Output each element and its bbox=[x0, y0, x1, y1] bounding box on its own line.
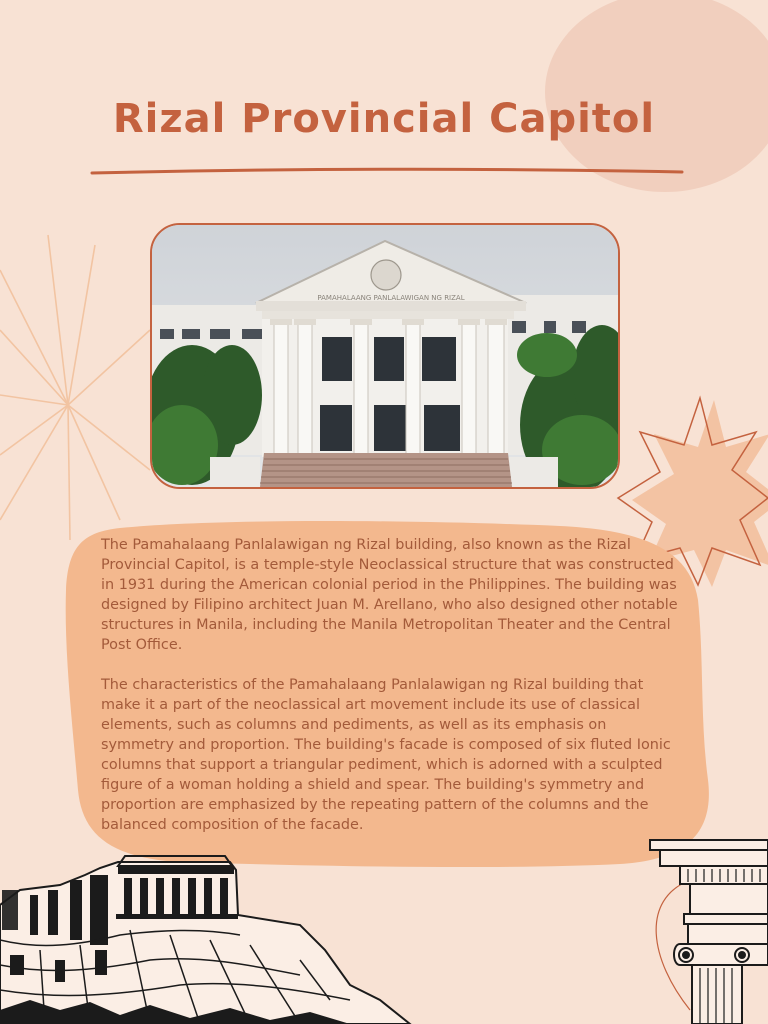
capitol-building-image bbox=[152, 225, 618, 487]
sunburst-line-icon bbox=[0, 235, 150, 540]
building-photo bbox=[150, 223, 620, 489]
building-inscription: PAMAHALAANG PANLALAWIGAN NG RIZAL bbox=[317, 294, 465, 302]
title-underline bbox=[92, 169, 682, 173]
page-title: Rizal Provincial Capitol bbox=[112, 96, 656, 142]
ionic-column-illustration bbox=[650, 840, 768, 1024]
acropolis-illustration bbox=[0, 856, 410, 1024]
description-text-block bbox=[101, 535, 679, 855]
paragraph-history: The Pamahalaang Panlalawigan ng Rizal building, also known as the Rizal Provincial Capitol, is a temple-style Neoclassical structure that was constructed in 1931 during the American colonial period in the Philippines. The building was designed by Filipino architect Juan M. Arellano, who also designed other notable structures in Manila, including the Manila Metropolitan Theater and the Central Post Office. bbox=[101, 537, 678, 653]
paragraph-characteristics: The characteristics of the Pamahalaang Panlalawigan ng Rizal building that make it a part of the neoclassical art movement include its use of classical elements, such as columns and pediments, as well as its emphasis on symmetry and proportion. The building's facade is composed of six fluted Ionic columns that support a triangular pediment, which is adorned with a sculpted figure of a woman holding a shield and spear. The building's symmetry and proportion are emphasized by the repeating pattern of the columns and the balanced composition of the facade. bbox=[101, 677, 671, 833]
